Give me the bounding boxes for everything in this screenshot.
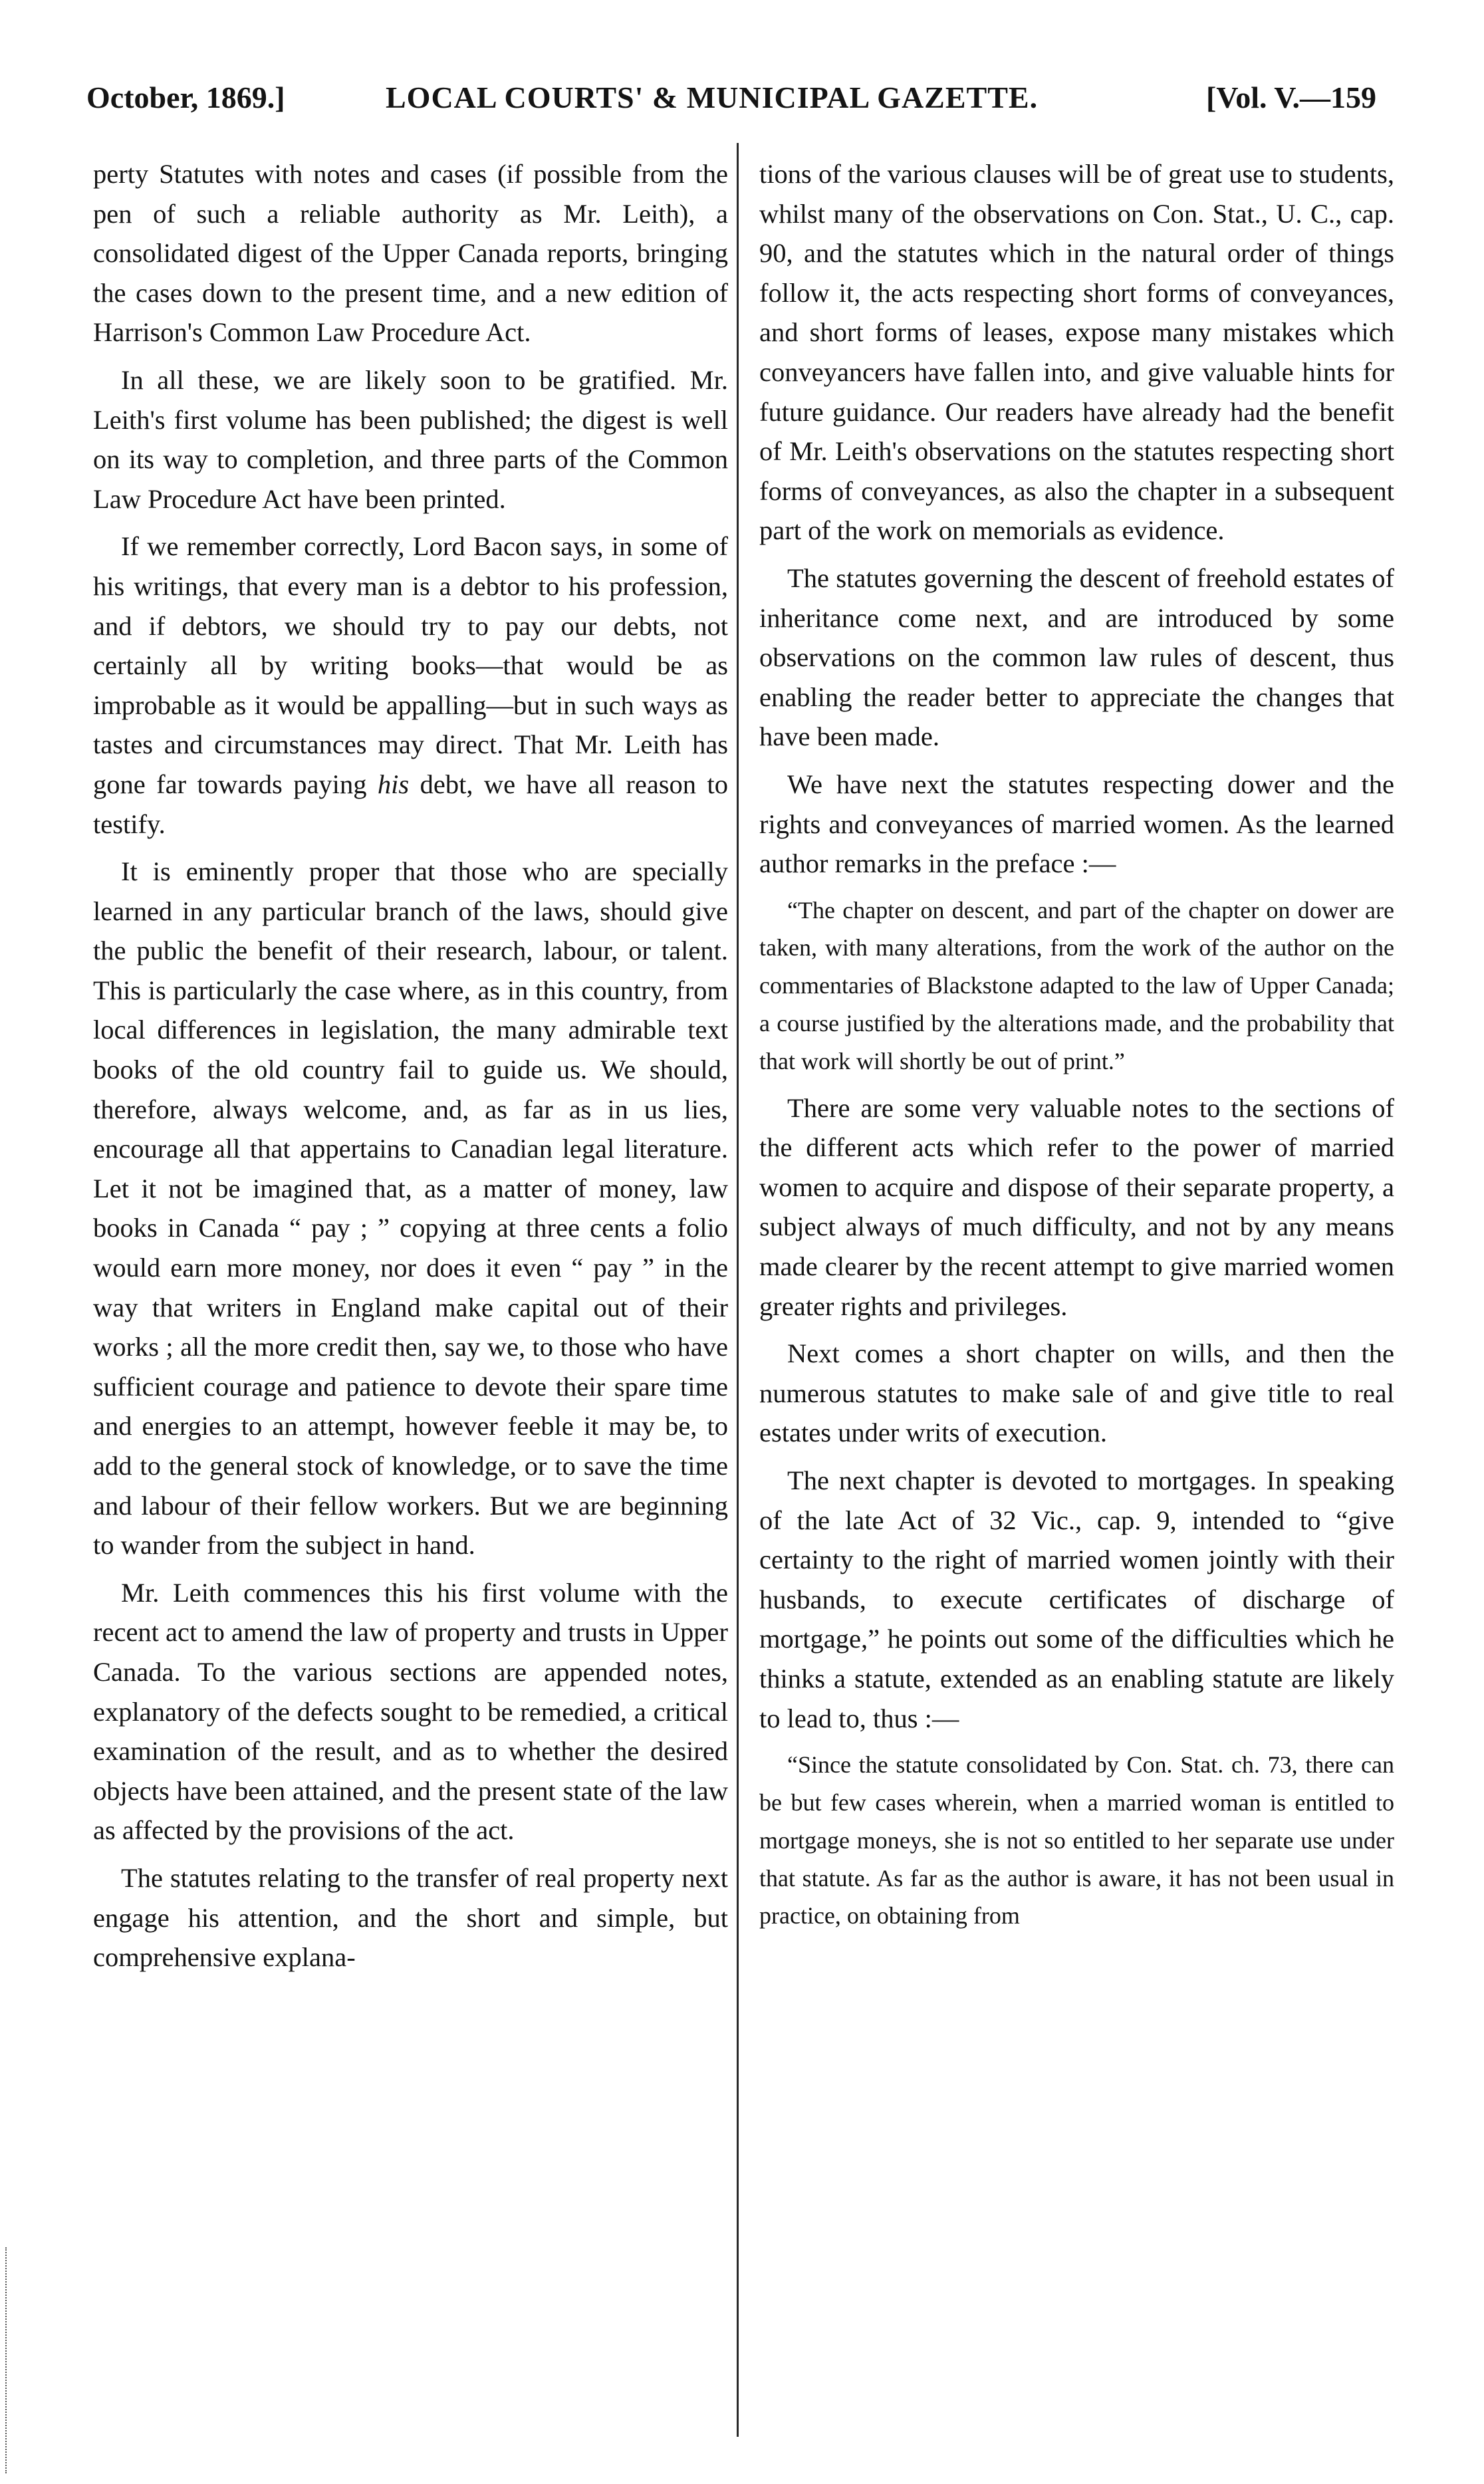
paragraph: There are some very valuable notes to the sections of the different acts which refer to the power of married women to acquire and dispose of their separate property, a subject always of much difficulty, and not by any means made clearer by the recent attempt to give married women greater rights and privileges. xyxy=(759,1092,1394,1321)
block-quote: “Since the statute consolidated by Con. Stat. ch. 73, there can be but few cases wherein, when a married woman is entitled to mortgage moneys, she is not so entitled to her separate use under that statute. As far as the author is aware, it has not been usual in practice, on obtaining from xyxy=(759,1751,1394,1929)
paragraph: Next comes a short chapter on wills, and then the numerous statutes to make sale of and give title to real estates under writs of execution. xyxy=(759,1338,1394,1448)
paragraph: The next chapter is devoted to mortgages. In speaking of the late Act of 32 Vic., cap. 9, intended to “give certainty to the right of married women jointly with their husbands, to execute certificates of discharge of mortgage,” he points out some of the difficulties which he thinks a statute, extended as an enabling statute are likely to lead to, thus :— xyxy=(759,1465,1394,1733)
issue-date: October, 1869.] xyxy=(86,80,285,114)
paragraph xyxy=(93,527,728,844)
column-rule xyxy=(737,143,739,2437)
paragraph: We have next the statutes respecting dower and the rights and conveyances of married women. As the learned author remarks in the preface :— xyxy=(759,769,1394,879)
paragraph: In all these, we are likely soon to be gratified. Mr. Leith's first volume has been published; the digest is well on its way to completion, and three parts of the Common Law Procedure Act have been printed. xyxy=(93,364,728,514)
paragraph: Mr. Leith commences this his first volume with the recent act to amend the law of property and trusts in Upper Canada. To the various sections are appended notes, explanatory of the defects sought to be remedied, a critical examination of the result, and as to whether the desired objects have been attained, and the present state of the law as affected by the provisions of the act. xyxy=(93,1577,728,1846)
emphasis-text: his xyxy=(377,769,410,799)
running-head xyxy=(86,74,1376,121)
volume-page-number: [Vol. V.—159 xyxy=(1205,80,1376,114)
right-column xyxy=(759,154,1394,1943)
paragraph: tions of the various clauses will be of great use to students, whilst many of the observations on Con. Stat., U. C., cap. 90, and the statutes which in the natural order of things follow it, the acts respecting short forms of conveyances, and short forms of leases, expose many mistakes which conveyancers have fallen into, and give valuable hints for future guidance. Our readers have already had the benefit of Mr. Leith's observations on the statutes respecting short forms of conveyances, as also the chapter in a subsequent part of the work on memorials as evidence. xyxy=(759,159,1394,546)
paragraph: The statutes relating to the transfer of real property next engage his attention, and the short and simple, but comprehensive explana- xyxy=(93,1862,728,1973)
left-column xyxy=(93,154,728,1985)
block-quote: “The chapter on descent, and part of the chapter on dower are taken, with many alterations, from the work of the author on the commentaries of Blackstone adapted to the law of Upper Canada; a course justified by the alterations made, and the probability that that work will shortly be out of print.” xyxy=(759,896,1394,1074)
page-edge-mark xyxy=(5,2247,16,2473)
paragraph-text: debt, we have all reason to testify. xyxy=(93,769,728,839)
paragraph: It is eminently proper that those who are specially learned in any particular branch of the laws, should give the public the benefit of their research, labour, or talent. This is particularly the case where, as in this country, from local differences in legislation, the many admirable text books of the old country fail to guide us. We should, therefore, always welcome, and, as far as in us lies, encourage all that appertains to Canadian legal literature. Let it not be imagined that, as a matter of money, law books in Canada “ pay ; ” copying at three cents a folio would earn more money, nor does it even “ pay ” in the way that writers in England make capital out of their works ; all the more credit then, say we, to those who have sufficient courage and patience to devote their spare time and energies to an attempt, however feeble it may be, to add to the general stock of knowledge, or to save the time and labour of their fellow workers. But we are beginning to wander from the subject in hand. xyxy=(93,856,728,1560)
paragraph-text: If we remember correctly, Lord Bacon says, in some of his writings, that every man is a debtor to his profession, and if debtors, we should try to pay our debts, not certainly all by writing books—that would be as improbable as it would be appalling—but in such ways as tastes and circumstances may direct. That Mr. Leith has gone far towards paying xyxy=(93,531,728,799)
publication-title: LOCAL COURTS' & MUNICIPAL GAZETTE. xyxy=(386,80,1039,114)
paragraph: perty Statutes with notes and cases (if possible from the pen of such a reliable authority as Mr. Leith), a consolidated digest of the Upper Canada reports, bringing the cases down to the present time, and a new edition of Harrison's Common Law Procedure Act. xyxy=(93,159,728,348)
paragraph: The statutes governing the descent of freehold estates of inheritance come next, and are introduced by some observations on the common law rules of descent, thus enabling the reader better to appreciate the changes that have been made. xyxy=(759,562,1394,752)
